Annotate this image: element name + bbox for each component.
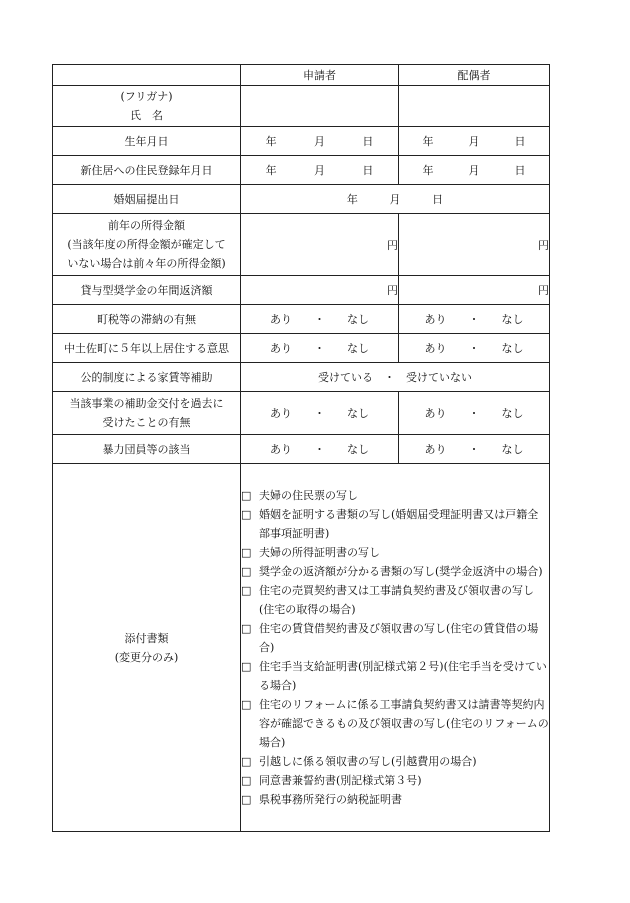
choice-yes[interactable]: あり (270, 443, 292, 456)
document-item[interactable] (241, 505, 549, 543)
unit-month: 月 (468, 135, 480, 148)
header-applicant: 申請者 (241, 65, 399, 86)
subsidy-row (53, 363, 550, 392)
choice-no[interactable]: なし (501, 443, 524, 456)
unit-day: 日 (362, 135, 374, 148)
registration-row (53, 156, 550, 185)
subsidy-label: 公的制度による家賃等補助 (53, 363, 241, 392)
choice-no[interactable]: なし (347, 407, 369, 420)
spouse-tax-choice[interactable] (399, 305, 550, 334)
choice-yes[interactable]: あり (270, 313, 292, 326)
furigana-label: (フリガナ) (120, 90, 173, 103)
choice-yes[interactable]: あり (424, 407, 447, 420)
checkbox-icon[interactable]: □ (241, 755, 252, 768)
choice-no[interactable]: なし (347, 313, 369, 326)
document-item[interactable] (241, 771, 549, 790)
spouse-loan-field[interactable] (399, 276, 550, 305)
choice-yes[interactable]: あり (424, 443, 447, 456)
spouse-residence-choice[interactable] (399, 334, 550, 363)
document-text: 住宅の売買契約書又は工事請負契約書及び領収書の写し(住宅の取得の場合) (259, 584, 534, 616)
loan-row (53, 276, 550, 305)
application-form-table (52, 64, 550, 832)
unit-month: 月 (313, 135, 325, 148)
document-text: 住宅手当支給証明書(別記様式第２号)(住宅手当を受けている場合) (259, 660, 547, 692)
header-spouse: 配偶者 (399, 65, 550, 86)
spouse-name-field[interactable] (399, 86, 550, 127)
unit-year: 年 (422, 135, 434, 148)
checkbox-icon[interactable]: □ (241, 489, 252, 502)
applicant-income-field[interactable] (241, 214, 399, 276)
unit-month: 月 (389, 193, 401, 206)
name-label (53, 86, 241, 127)
checkbox-icon[interactable]: □ (241, 698, 252, 711)
choice-yes[interactable]: あり (424, 313, 447, 326)
unit-year: 年 (265, 135, 277, 148)
document-text: 引越しに係る領収書の写し(引越費用の場合) (259, 755, 477, 768)
spouse-income-field[interactable] (399, 214, 550, 276)
unit-year: 年 (346, 193, 358, 206)
unit-yen: 円 (387, 238, 398, 252)
document-text: 住宅のリフォームに係る工事請負契約書又は請書等契約内容が確認できるもの及び領収書の写し(住宅のリフォームの場合) (259, 698, 549, 749)
gang-label: 暴力団員等の該当 (53, 435, 241, 464)
unit-yen: 円 (387, 284, 398, 297)
income-label-line1: 前年の所得金額 (108, 219, 185, 232)
income-row (53, 214, 550, 276)
applicant-loan-field[interactable] (241, 276, 399, 305)
document-item[interactable] (241, 486, 549, 505)
checkbox-icon[interactable]: □ (241, 774, 252, 787)
gang-row (53, 435, 550, 464)
past-subsidy-row (53, 392, 550, 435)
document-text: 夫婦の住民票の写し (259, 489, 358, 502)
checkbox-icon[interactable]: □ (241, 546, 252, 559)
spouse-gang-choice[interactable] (399, 435, 550, 464)
name-row (53, 86, 550, 127)
spouse-registration-field[interactable] (399, 156, 550, 185)
unit-yen: 円 (538, 284, 549, 297)
document-text: 県税事務所発行の納税証明書 (259, 793, 402, 806)
applicant-tax-choice[interactable] (241, 305, 399, 334)
header-row (53, 65, 550, 86)
residence-row (53, 334, 550, 363)
past-subsidy-label (53, 392, 241, 435)
name-label-text: 氏 名 (130, 109, 163, 122)
choice-separator: ・ (468, 407, 480, 420)
subsidy-choice[interactable]: 受けている ・ 受けていない (241, 363, 550, 392)
document-item[interactable] (241, 695, 549, 752)
choice-yes[interactable]: あり (270, 407, 292, 420)
choice-yes[interactable]: あり (270, 342, 292, 355)
documents-label-line2: (変更分のみ) (114, 650, 179, 664)
past-subsidy-label-line1: 当該事業の補助金交付を過去に (69, 397, 224, 410)
unit-day: 日 (514, 135, 526, 148)
documents-label (53, 464, 241, 832)
applicant-registration-field[interactable] (241, 156, 399, 185)
unit-day: 日 (514, 164, 526, 177)
applicant-past-choice[interactable] (241, 392, 399, 435)
tax-row (53, 305, 550, 334)
income-label-line2: (当該年度の所得金額が確定して (67, 238, 226, 251)
birth-row (53, 127, 550, 156)
document-item[interactable] (241, 543, 549, 562)
spouse-past-choice[interactable] (399, 392, 550, 435)
applicant-birth-field[interactable] (241, 127, 399, 156)
unit-month: 月 (313, 164, 325, 177)
unit-yen: 円 (538, 238, 549, 252)
marriage-label: 婚姻届提出日 (53, 185, 241, 214)
choice-separator: ・ (468, 342, 480, 355)
choice-separator: ・ (314, 313, 325, 326)
income-label (53, 214, 241, 276)
document-text: 奨学金の返済額が分かる書類の写し(奨学金返済中の場合) (259, 565, 543, 578)
document-item[interactable] (241, 581, 549, 619)
choice-separator: ・ (468, 313, 480, 326)
choice-no[interactable]: なし (347, 342, 369, 355)
checkbox-icon[interactable]: □ (241, 793, 252, 806)
document-text: 住宅の賃貸借契約書及び領収書の写し(住宅の賃貸借の場合) (259, 622, 539, 654)
applicant-gang-choice[interactable] (241, 435, 399, 464)
header-blank (53, 65, 241, 86)
loan-label: 貸与型奨学金の年間返済額 (53, 276, 241, 305)
choice-no[interactable]: なし (501, 407, 524, 420)
income-label-line3: いない場合は前々年の所得金額) (67, 257, 226, 270)
document-item[interactable] (241, 657, 549, 695)
checkbox-icon[interactable]: □ (241, 660, 252, 673)
checkbox-icon[interactable]: □ (241, 565, 252, 578)
choice-separator: ・ (314, 407, 325, 420)
checkbox-icon[interactable]: □ (241, 584, 252, 597)
documents-label-line1: 添付書類 (124, 631, 169, 645)
choice-yes[interactable]: あり (424, 342, 447, 355)
applicant-residence-choice[interactable] (241, 334, 399, 363)
document-text: 婚姻を証明する書類の写し(婚姻届受理証明書又は戸籍全部事項証明書) (259, 508, 539, 540)
document-item[interactable] (241, 562, 549, 581)
checkbox-icon[interactable]: □ (241, 508, 252, 521)
unit-year: 年 (265, 164, 277, 177)
birth-label: 生年月日 (53, 127, 241, 156)
choice-separator: ・ (314, 342, 325, 355)
document-item[interactable] (241, 752, 549, 771)
unit-year: 年 (422, 164, 434, 177)
tax-label: 町税等の滞納の有無 (53, 305, 241, 334)
document-text: 同意書兼誓約書(別記様式第３号) (259, 774, 422, 787)
unit-day: 日 (362, 164, 374, 177)
unit-month: 月 (468, 164, 480, 177)
choice-separator: ・ (314, 443, 325, 456)
documents-list (241, 464, 550, 832)
choice-no[interactable]: なし (501, 342, 524, 355)
residence-label: 中土佐町に５年以上居住する意思 (53, 334, 241, 363)
spouse-birth-field[interactable] (399, 127, 550, 156)
choice-no[interactable]: なし (501, 313, 524, 326)
choice-separator: ・ (468, 443, 480, 456)
document-text: 夫婦の所得証明書の写し (259, 546, 380, 559)
marriage-date-field[interactable] (241, 185, 550, 214)
documents-row (53, 464, 550, 832)
choice-no[interactable]: なし (347, 443, 369, 456)
marriage-row (53, 185, 550, 214)
registration-label: 新住居への住民登録年月日 (53, 156, 241, 185)
unit-day: 日 (432, 193, 444, 206)
applicant-name-field[interactable] (241, 86, 399, 127)
past-subsidy-label-line2: 受けたことの有無 (102, 416, 191, 429)
checkbox-icon[interactable]: □ (241, 622, 252, 635)
document-item[interactable] (241, 619, 549, 657)
document-item[interactable] (241, 790, 549, 809)
